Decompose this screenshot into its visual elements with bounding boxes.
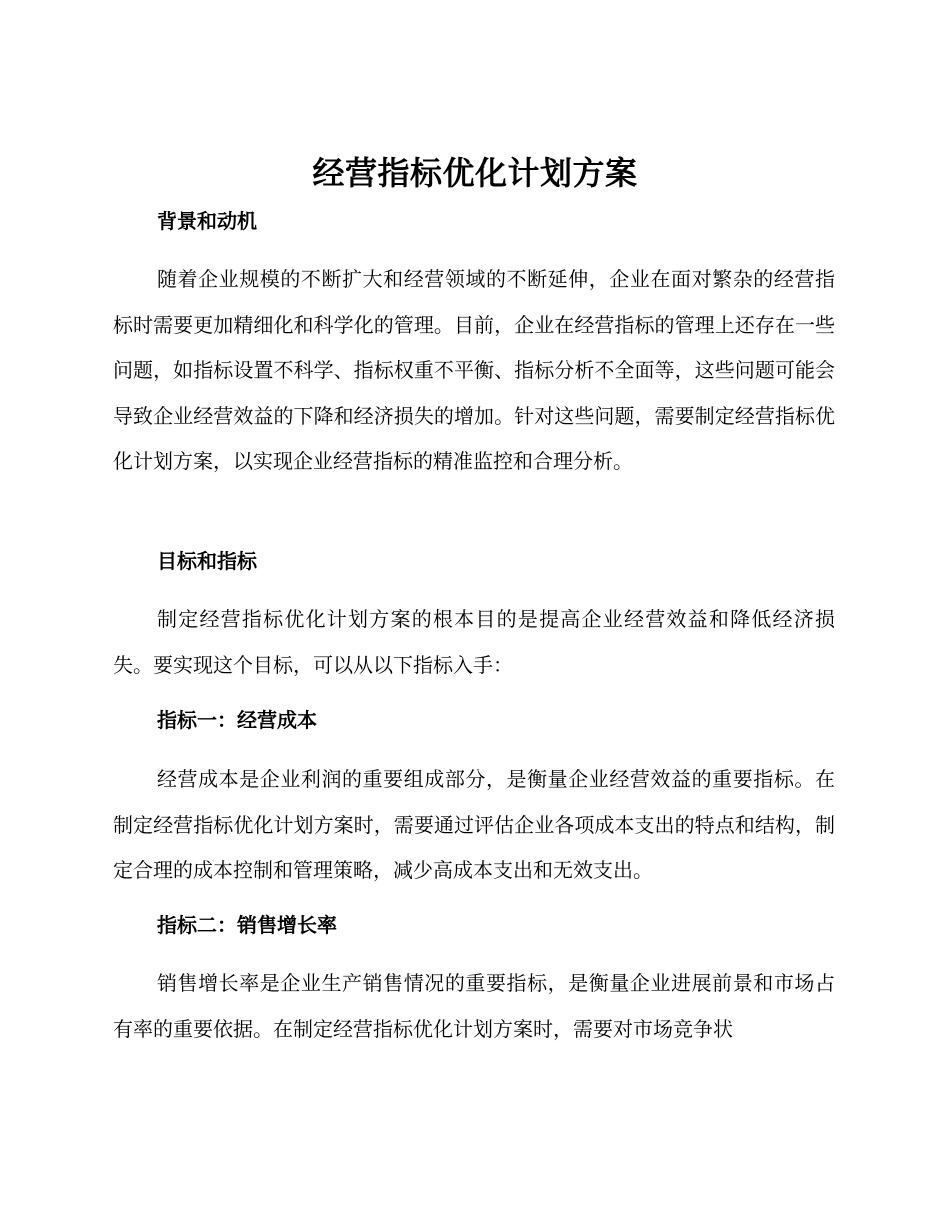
document-title: 经营指标优化计划方案: [312, 154, 638, 192]
section-heading-background: 背景和动机: [157, 209, 257, 233]
section-heading-indicator-one: 指标一：经营成本: [157, 708, 317, 732]
section-paragraph-indicator-two: 销售增长率是企业生产销售情况的重要指标，是衡量企业进展前景和市场占有率的重要依据。在制定经营指标优化计划方案时，需要对市场竞争状: [113, 971, 835, 1041]
section-heading-indicator-two: 指标二：销售增长率: [157, 913, 337, 937]
section-heading-goals: 目标和指标: [157, 549, 257, 573]
section-paragraph-goals: 制定经营指标优化计划方案的根本目的是提高企业经营效益和降低经济损失。要实现这个目标，可以从以下指标入手：: [113, 607, 835, 677]
section-paragraph-background: 随着企业规模的不断扩大和经营领域的不断延伸，企业在面对繁杂的经营指标时需要更加精细化和科学化的管理。目前，企业在经营指标的管理上还存在一些问题，如指标设置不科学、指标权重不平衡、指标分析不全面等，这些问题可能会导致企业经营效益的下降和经济损失的增加。针对这些问题，需要制定经营指标优化计划方案，以实现企业经营指标的精准监控和合理分析。: [113, 267, 835, 473]
section-paragraph-indicator-one: 经营成本是企业利润的重要组成部分，是衡量企业经营效益的重要指标。在制定经营指标优化计划方案时，需要通过评估企业各项成本支出的特点和结构，制定合理的成本控制和管理策略，减少高成本支出和无效支出。: [113, 767, 835, 882]
